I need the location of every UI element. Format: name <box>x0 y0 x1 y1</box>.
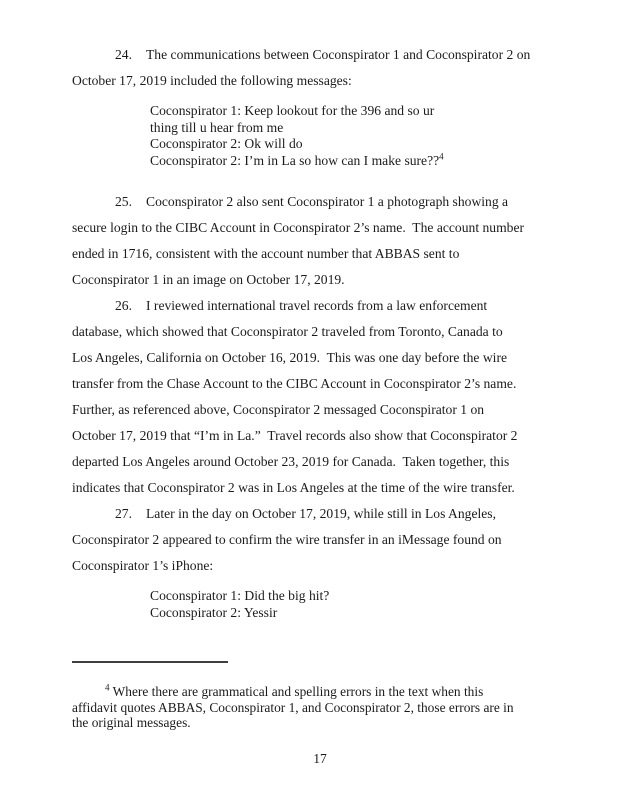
text-line: Coconspirator 1’s iPhone: <box>72 558 214 573</box>
text-line: 27. Later in the day on October 17, 2019, while still in Los Angeles, <box>115 506 496 521</box>
text-line: departed Los Angeles around October 23, 2019 for Canada. Taken together, this <box>72 454 510 469</box>
footnote-line: $^4$ Where there are grammatical and spelling errors in the text when this <box>105 682 484 699</box>
text-line: Coconspirator 2: Ok will do <box>150 136 303 151</box>
numbered-paragraph <box>72 189 584 293</box>
paragraph-number: 26. <box>115 298 132 313</box>
text-line: Los Angeles, California on October 16, 2019. This was one day before the wire <box>72 350 508 365</box>
numbered-paragraph <box>72 42 584 94</box>
paragraph-number: 24. <box>115 47 132 62</box>
footnote-marker: 4 <box>105 682 110 693</box>
numbered-paragraph <box>72 293 584 501</box>
paragraph-number: 25. <box>115 194 132 209</box>
text-line: Coconspirator 1 in an image on October 17, 2019. <box>72 272 345 287</box>
quoted-messages-block <box>150 588 584 621</box>
text-line: 25. Coconspirator 2 also sent Coconspirator 1 a photograph showing a <box>115 194 509 209</box>
footnote-section <box>72 661 584 731</box>
text-line: October 17, 2019 that “I’m in La.” Travel records also show that Coconspirator 2 <box>72 428 518 443</box>
text-line: ended in 1716, consistent with the account number that ABBAS sent to <box>72 246 460 261</box>
text-line: Coconspirator 1: Keep lookout for the 396 and so ur <box>150 103 435 118</box>
text-line: Coconspirator 2: I’m in La so how can I make sure??$^4$ <box>150 150 444 168</box>
numbered-paragraph <box>72 501 584 579</box>
text-line: secure login to the CIBC Account in Coconspirator 2’s name. The account number <box>72 220 525 235</box>
footnote-ref: 4 <box>439 150 444 161</box>
text-line: 26. I reviewed international travel records from a law enforcement <box>115 298 488 313</box>
text-line: Coconspirator 1: Did the big hit? <box>150 588 330 603</box>
text-line: transfer from the Chase Account to the CIBC Account in Coconspirator 2’s name. <box>72 376 517 391</box>
text-line: thing till u hear from me <box>150 119 284 135</box>
affidavit-body <box>72 42 584 621</box>
page-number: 17 <box>313 751 327 766</box>
text-line: October 17, 2019 included the following messages: <box>72 73 352 88</box>
footnote-text <box>72 684 584 731</box>
text-line: database, which showed that Coconspirator 2 traveled from Toronto, Canada to <box>72 324 503 339</box>
text-line: indicates that Coconspirator 2 was in Los Angeles at the time of the wire transfer. <box>72 480 515 495</box>
quoted-messages-block <box>150 103 584 169</box>
text-line: Coconspirator 2: Yessir <box>150 604 278 620</box>
text-line: 24. The communications between Coconspirator 1 and Coconspirator 2 on <box>115 47 531 62</box>
paragraph-number: 27. <box>115 506 132 521</box>
text-line: Coconspirator 2 appeared to confirm the wire transfer in an iMessage found on <box>72 532 502 547</box>
footnote-separator <box>72 661 228 663</box>
footnote-line: affidavit quotes ABBAS, Coconspirator 1, and Coconspirator 2, those errors are in <box>72 699 514 715</box>
footnote-line: the original messages. <box>72 715 191 730</box>
text-line: Further, as referenced above, Coconspirator 2 messaged Coconspirator 1 on <box>72 402 485 417</box>
